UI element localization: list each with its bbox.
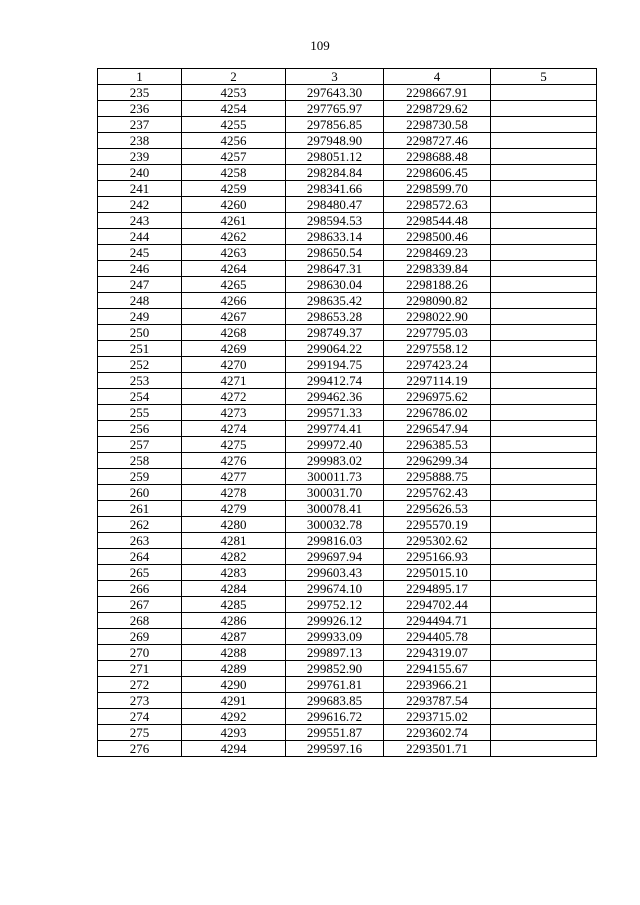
table-cell-col-1: 240 — [98, 165, 182, 181]
table-cell-col-3: 299064.22 — [286, 341, 384, 357]
table-cell-col-4: 2294895.17 — [384, 581, 491, 597]
table-cell-col-4: 2296385.53 — [384, 437, 491, 453]
table-cell-col-2: 4276 — [182, 453, 286, 469]
table-row — [98, 469, 597, 485]
table-cell-col-1: 253 — [98, 373, 182, 389]
table-header — [98, 69, 597, 85]
table-cell-col-2: 4277 — [182, 469, 286, 485]
table-cell-col-1: 268 — [98, 613, 182, 629]
table-cell-col-3: 299697.94 — [286, 549, 384, 565]
table-cell-col-1: 239 — [98, 149, 182, 165]
table-cell-col-5 — [491, 229, 597, 245]
table-cell-col-5 — [491, 197, 597, 213]
table-cell-col-1: 250 — [98, 325, 182, 341]
table-cell-col-3: 297643.30 — [286, 85, 384, 101]
table-cell-col-2: 4293 — [182, 725, 286, 741]
table-row — [98, 117, 597, 133]
table-cell-col-2: 4259 — [182, 181, 286, 197]
table-cell-col-5 — [491, 357, 597, 373]
table-cell-col-4: 2298544.48 — [384, 213, 491, 229]
table-cell-col-2: 4269 — [182, 341, 286, 357]
table-cell-col-5 — [491, 117, 597, 133]
table-cell-col-5 — [491, 213, 597, 229]
table-cell-col-1: 258 — [98, 453, 182, 469]
table-cell-col-2: 4265 — [182, 277, 286, 293]
table-cell-col-4: 2296975.62 — [384, 389, 491, 405]
table-cell-col-1: 237 — [98, 117, 182, 133]
table-cell-col-5 — [491, 565, 597, 581]
table-cell-col-2: 4290 — [182, 677, 286, 693]
table-cell-col-5 — [491, 85, 597, 101]
table-cell-col-5 — [491, 453, 597, 469]
table-cell-col-5 — [491, 709, 597, 725]
table-cell-col-5 — [491, 597, 597, 613]
table-row — [98, 613, 597, 629]
table-cell-col-5 — [491, 165, 597, 181]
table-cell-col-3: 299597.16 — [286, 741, 384, 757]
table-cell-col-1: 263 — [98, 533, 182, 549]
table-cell-col-1: 256 — [98, 421, 182, 437]
table-cell-col-4: 2293602.74 — [384, 725, 491, 741]
table-cell-col-2: 4287 — [182, 629, 286, 645]
table-cell-col-4: 2297423.24 — [384, 357, 491, 373]
table-cell-col-4: 2298022.90 — [384, 309, 491, 325]
table-row — [98, 197, 597, 213]
table-cell-col-5 — [491, 277, 597, 293]
table-cell-col-2: 4271 — [182, 373, 286, 389]
table-row — [98, 549, 597, 565]
table-cell-col-2: 4281 — [182, 533, 286, 549]
table-cell-col-3: 300031.70 — [286, 485, 384, 501]
table-cell-col-4: 2298500.46 — [384, 229, 491, 245]
table-cell-col-1: 266 — [98, 581, 182, 597]
table-cell-col-2: 4267 — [182, 309, 286, 325]
table-row — [98, 325, 597, 341]
table-cell-col-5 — [491, 373, 597, 389]
table-cell-col-2: 4292 — [182, 709, 286, 725]
table-row — [98, 677, 597, 693]
table-cell-col-5 — [491, 661, 597, 677]
table-cell-col-4: 2294494.71 — [384, 613, 491, 629]
table-cell-col-5 — [491, 149, 597, 165]
table-cell-col-3: 298480.47 — [286, 197, 384, 213]
table-cell-col-1: 245 — [98, 245, 182, 261]
table-cell-col-4: 2295762.43 — [384, 485, 491, 501]
table-row — [98, 437, 597, 453]
table-cell-col-4: 2298730.58 — [384, 117, 491, 133]
table-row — [98, 693, 597, 709]
table-cell-col-3: 299616.72 — [286, 709, 384, 725]
table-cell-col-3: 300032.78 — [286, 517, 384, 533]
table-cell-col-5 — [491, 693, 597, 709]
table-cell-col-1: 247 — [98, 277, 182, 293]
table-cell-col-4: 2297558.12 — [384, 341, 491, 357]
table-cell-col-3: 298647.31 — [286, 261, 384, 277]
table-row — [98, 85, 597, 101]
table-cell-col-2: 4279 — [182, 501, 286, 517]
table-cell-col-1: 251 — [98, 341, 182, 357]
table-cell-col-4: 2297795.03 — [384, 325, 491, 341]
table-cell-col-5 — [491, 101, 597, 117]
table-row — [98, 629, 597, 645]
table-cell-col-4: 2298599.70 — [384, 181, 491, 197]
table-cell-col-4: 2298606.45 — [384, 165, 491, 181]
table-cell-col-2: 4260 — [182, 197, 286, 213]
table-row — [98, 165, 597, 181]
table-cell-col-3: 299674.10 — [286, 581, 384, 597]
table-cell-col-2: 4263 — [182, 245, 286, 261]
table-cell-col-1: 269 — [98, 629, 182, 645]
table-row — [98, 485, 597, 501]
table-cell-col-5 — [491, 405, 597, 421]
table-cell-col-4: 2298729.62 — [384, 101, 491, 117]
table-cell-col-2: 4264 — [182, 261, 286, 277]
table-cell-col-2: 4285 — [182, 597, 286, 613]
column-header-3: 3 — [286, 69, 384, 85]
table-cell-col-2: 4257 — [182, 149, 286, 165]
table-cell-col-5 — [491, 581, 597, 597]
table-row — [98, 149, 597, 165]
table-row — [98, 133, 597, 149]
table-cell-col-5 — [491, 677, 597, 693]
table-row — [98, 741, 597, 757]
table-row — [98, 245, 597, 261]
table-cell-col-3: 298749.37 — [286, 325, 384, 341]
table-cell-col-3: 300011.73 — [286, 469, 384, 485]
table-cell-col-1: 276 — [98, 741, 182, 757]
table-cell-col-3: 298633.14 — [286, 229, 384, 245]
table-row — [98, 405, 597, 421]
table-cell-col-2: 4272 — [182, 389, 286, 405]
table-cell-col-4: 2295166.93 — [384, 549, 491, 565]
table-row — [98, 181, 597, 197]
table-cell-col-1: 270 — [98, 645, 182, 661]
table-cell-col-4: 2294319.07 — [384, 645, 491, 661]
table-cell-col-3: 298653.28 — [286, 309, 384, 325]
header-row — [98, 69, 597, 85]
table-row — [98, 565, 597, 581]
table-row — [98, 293, 597, 309]
table-cell-col-3: 299412.74 — [286, 373, 384, 389]
table-cell-col-4: 2298339.84 — [384, 261, 491, 277]
table-row — [98, 101, 597, 117]
table-cell-col-2: 4282 — [182, 549, 286, 565]
table-row — [98, 581, 597, 597]
table-cell-col-5 — [491, 293, 597, 309]
table-cell-col-5 — [491, 485, 597, 501]
table-cell-col-5 — [491, 181, 597, 197]
table-cell-col-2: 4278 — [182, 485, 286, 501]
table-cell-col-1: 259 — [98, 469, 182, 485]
table-cell-col-3: 298630.04 — [286, 277, 384, 293]
table-cell-col-4: 2296547.94 — [384, 421, 491, 437]
table-cell-col-3: 298051.12 — [286, 149, 384, 165]
table-cell-col-4: 2295626.53 — [384, 501, 491, 517]
table-row — [98, 261, 597, 277]
table-cell-col-3: 299816.03 — [286, 533, 384, 549]
table-cell-col-2: 4280 — [182, 517, 286, 533]
table-cell-col-3: 299462.36 — [286, 389, 384, 405]
table-cell-col-5 — [491, 629, 597, 645]
table-cell-col-4: 2297114.19 — [384, 373, 491, 389]
table-cell-col-5 — [491, 309, 597, 325]
table-row — [98, 533, 597, 549]
table-cell-col-1: 241 — [98, 181, 182, 197]
table-cell-col-3: 299752.12 — [286, 597, 384, 613]
table-cell-col-5 — [491, 325, 597, 341]
table-cell-col-3: 299683.85 — [286, 693, 384, 709]
table-cell-col-3: 298341.66 — [286, 181, 384, 197]
table-cell-col-3: 299774.41 — [286, 421, 384, 437]
table-cell-col-4: 2298572.63 — [384, 197, 491, 213]
table-cell-col-1: 260 — [98, 485, 182, 501]
table-cell-col-1: 248 — [98, 293, 182, 309]
table-row — [98, 277, 597, 293]
table-cell-col-1: 235 — [98, 85, 182, 101]
table-cell-col-5 — [491, 645, 597, 661]
table-cell-col-5 — [491, 437, 597, 453]
table-cell-col-1: 261 — [98, 501, 182, 517]
table-cell-col-3: 298635.42 — [286, 293, 384, 309]
table-cell-col-1: 262 — [98, 517, 182, 533]
table-cell-col-5 — [491, 261, 597, 277]
table-cell-col-4: 2294155.67 — [384, 661, 491, 677]
table-cell-col-2: 4284 — [182, 581, 286, 597]
table-cell-col-4: 2294702.44 — [384, 597, 491, 613]
table-row — [98, 421, 597, 437]
table-cell-col-1: 236 — [98, 101, 182, 117]
table-cell-col-1: 274 — [98, 709, 182, 725]
table-cell-col-3: 299194.75 — [286, 357, 384, 373]
table-cell-col-3: 299897.13 — [286, 645, 384, 661]
table-cell-col-5 — [491, 549, 597, 565]
table-cell-col-1: 255 — [98, 405, 182, 421]
coordinates-table — [97, 68, 597, 757]
table-row — [98, 645, 597, 661]
table-cell-col-2: 4268 — [182, 325, 286, 341]
table-row — [98, 501, 597, 517]
table-cell-col-2: 4283 — [182, 565, 286, 581]
table-cell-col-3: 299933.09 — [286, 629, 384, 645]
table-row — [98, 229, 597, 245]
table-cell-col-4: 2298727.46 — [384, 133, 491, 149]
table-cell-col-3: 298284.84 — [286, 165, 384, 181]
table-cell-col-2: 4288 — [182, 645, 286, 661]
table-cell-col-3: 299551.87 — [286, 725, 384, 741]
table-row — [98, 517, 597, 533]
table-row — [98, 725, 597, 741]
table-cell-col-5 — [491, 245, 597, 261]
table-cell-col-3: 298594.53 — [286, 213, 384, 229]
table-row — [98, 597, 597, 613]
table-cell-col-5 — [491, 133, 597, 149]
table-cell-col-3: 299571.33 — [286, 405, 384, 421]
table-cell-col-5 — [491, 533, 597, 549]
table-row — [98, 709, 597, 725]
table-cell-col-2: 4286 — [182, 613, 286, 629]
table-cell-col-3: 299852.90 — [286, 661, 384, 677]
table-cell-col-2: 4291 — [182, 693, 286, 709]
table-cell-col-5 — [491, 613, 597, 629]
table-cell-col-5 — [491, 501, 597, 517]
table-row — [98, 453, 597, 469]
table-cell-col-4: 2298469.23 — [384, 245, 491, 261]
table-cell-col-2: 4270 — [182, 357, 286, 373]
table-row — [98, 357, 597, 373]
table-cell-col-5 — [491, 421, 597, 437]
table-cell-col-2: 4294 — [182, 741, 286, 757]
table-cell-col-3: 300078.41 — [286, 501, 384, 517]
table-cell-col-2: 4256 — [182, 133, 286, 149]
table-cell-col-2: 4258 — [182, 165, 286, 181]
table-cell-col-2: 4274 — [182, 421, 286, 437]
table-cell-col-3: 299926.12 — [286, 613, 384, 629]
table-cell-col-2: 4254 — [182, 101, 286, 117]
page-number: 109 — [310, 38, 330, 53]
table-cell-col-1: 243 — [98, 213, 182, 229]
table-row — [98, 373, 597, 389]
table-cell-col-2: 4266 — [182, 293, 286, 309]
table-cell-col-1: 273 — [98, 693, 182, 709]
table-cell-col-4: 2293966.21 — [384, 677, 491, 693]
table-cell-col-2: 4273 — [182, 405, 286, 421]
table-cell-col-1: 267 — [98, 597, 182, 613]
column-header-2: 2 — [182, 69, 286, 85]
table-cell-col-1: 264 — [98, 549, 182, 565]
table-cell-col-3: 297765.97 — [286, 101, 384, 117]
table-cell-col-1: 257 — [98, 437, 182, 453]
table-cell-col-1: 254 — [98, 389, 182, 405]
table-row — [98, 389, 597, 405]
table-cell-col-4: 2293715.02 — [384, 709, 491, 725]
table-cell-col-1: 265 — [98, 565, 182, 581]
table-row — [98, 213, 597, 229]
table-cell-col-3: 299761.81 — [286, 677, 384, 693]
table-cell-col-3: 298650.54 — [286, 245, 384, 261]
table-cell-col-1: 242 — [98, 197, 182, 213]
table-cell-col-1: 238 — [98, 133, 182, 149]
table-cell-col-1: 252 — [98, 357, 182, 373]
table-cell-col-5 — [491, 725, 597, 741]
table-cell-col-4: 2296299.34 — [384, 453, 491, 469]
table-cell-col-2: 4262 — [182, 229, 286, 245]
table-cell-col-2: 4289 — [182, 661, 286, 677]
table-cell-col-4: 2293501.71 — [384, 741, 491, 757]
table-cell-col-3: 297948.90 — [286, 133, 384, 149]
table-cell-col-4: 2296786.02 — [384, 405, 491, 421]
table-cell-col-5 — [491, 469, 597, 485]
table-cell-col-3: 299983.02 — [286, 453, 384, 469]
table-cell-col-4: 2295570.19 — [384, 517, 491, 533]
table-cell-col-5 — [491, 389, 597, 405]
table-cell-col-1: 244 — [98, 229, 182, 245]
table-cell-col-4: 2298188.26 — [384, 277, 491, 293]
table-cell-col-4: 2295302.62 — [384, 533, 491, 549]
table-row — [98, 661, 597, 677]
table-cell-col-2: 4253 — [182, 85, 286, 101]
table-cell-col-2: 4275 — [182, 437, 286, 453]
table-cell-col-1: 271 — [98, 661, 182, 677]
table-row — [98, 341, 597, 357]
table-cell-col-1: 275 — [98, 725, 182, 741]
table-cell-col-1: 246 — [98, 261, 182, 277]
table-cell-col-2: 4255 — [182, 117, 286, 133]
table-cell-col-3: 297856.85 — [286, 117, 384, 133]
table-cell-col-1: 272 — [98, 677, 182, 693]
table-cell-col-3: 299972.40 — [286, 437, 384, 453]
table-row — [98, 309, 597, 325]
table-cell-col-4: 2295888.75 — [384, 469, 491, 485]
table-cell-col-4: 2298688.48 — [384, 149, 491, 165]
table-cell-col-5 — [491, 341, 597, 357]
table-cell-col-4: 2294405.78 — [384, 629, 491, 645]
table-cell-col-2: 4261 — [182, 213, 286, 229]
table-cell-col-5 — [491, 517, 597, 533]
column-header-1: 1 — [98, 69, 182, 85]
table-cell-col-4: 2298667.91 — [384, 85, 491, 101]
table-cell-col-1: 249 — [98, 309, 182, 325]
column-header-4: 4 — [384, 69, 491, 85]
column-header-5: 5 — [491, 69, 597, 85]
table-cell-col-4: 2298090.82 — [384, 293, 491, 309]
table-cell-col-4: 2293787.54 — [384, 693, 491, 709]
table-cell-col-3: 299603.43 — [286, 565, 384, 581]
table-cell-col-5 — [491, 741, 597, 757]
table-cell-col-4: 2295015.10 — [384, 565, 491, 581]
table-body — [98, 85, 597, 757]
